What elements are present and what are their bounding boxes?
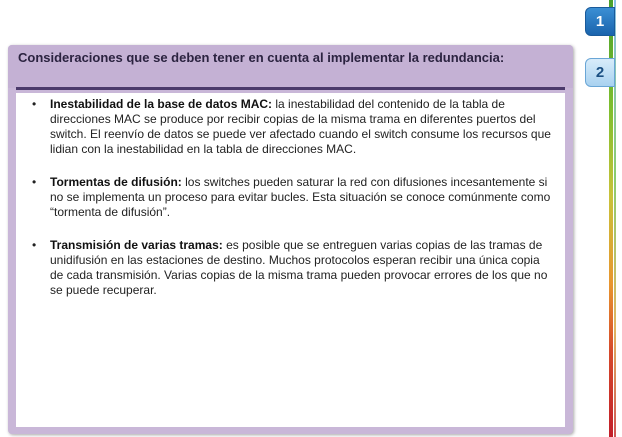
header-divider — [16, 87, 565, 90]
card-body — [16, 93, 565, 427]
card-header — [8, 45, 573, 88]
page-tab-1[interactable]: 1 — [585, 7, 615, 36]
bullet-list — [30, 97, 555, 298]
list-item — [30, 175, 555, 220]
item-text: es posible que se entreguen varias copias de las tramas de unidifusión en las estaciones de destino. Muchos protocolos esperan recibir una única copia de cada transmisión. Varias copias de la misma trama pueden provocar errores de los que no se puede recuperar. — [50, 238, 548, 297]
bullet-icon: • — [32, 238, 37, 252]
item-lead: Transmisión de varias tramas: — [50, 238, 223, 252]
item-lead: Inestabilidad de la base de datos MAC: — [50, 97, 273, 111]
card-title: Consideraciones que se deben tener en cuenta al implementar la redundancia: — [18, 50, 505, 65]
content-card — [8, 45, 573, 434]
list-item — [30, 97, 555, 157]
item-lead: Tormentas de difusión: — [50, 175, 182, 189]
bullet-icon: • — [32, 175, 37, 189]
item-text: la inestabilidad del contenido de la tabla de direcciones MAC se produce por recibir copias de la misma trama en diferentes puertos del switch. El reenvío de datos se puede ver afectado cuando el switch consume los recursos que lidian con la inestabilidad en la tabla de direcciones MAC. — [50, 97, 551, 156]
page-tab-2[interactable]: 2 — [585, 58, 615, 87]
bullet-icon: • — [32, 97, 37, 111]
list-item — [30, 238, 555, 298]
item-text: los switches pueden saturar la red con difusiones incesantemente si no se implementa un proceso para evitar bucles. Esta situación se conoce comúnmente como “tormenta de difusión”. — [50, 175, 551, 219]
